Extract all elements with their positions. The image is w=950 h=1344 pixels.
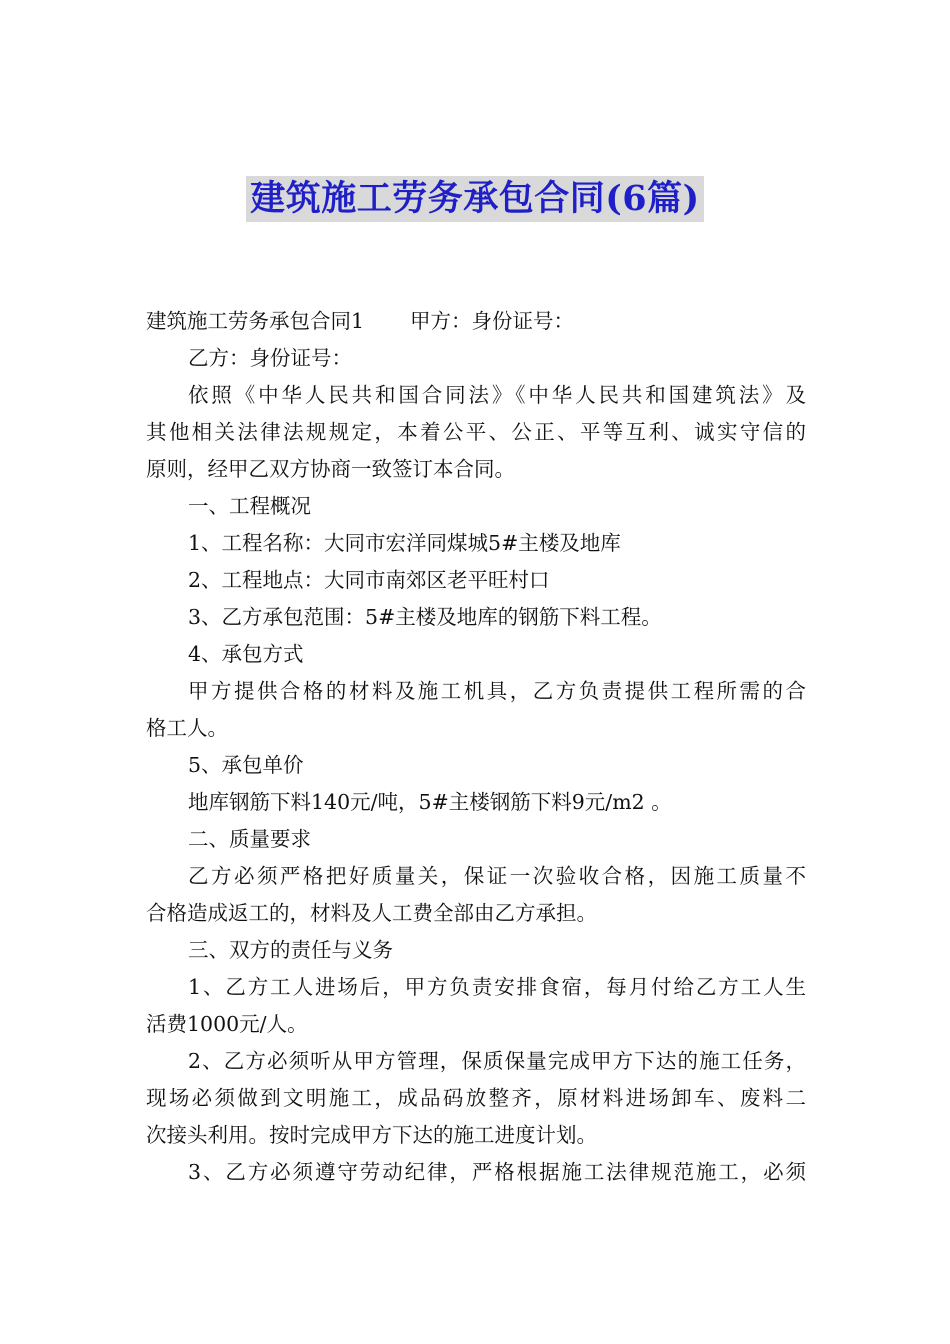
- paragraph-line: 活费1000元/人。: [146, 1012, 308, 1036]
- paragraph-line: 现场必须做到文明施工，成品码放整齐，原材料进场卸车、废料二: [146, 1086, 806, 1110]
- title-wrap: [0, 176, 950, 222]
- section-heading: 二、质量要求: [188, 827, 311, 851]
- paragraph-line: 次接头利用。按时完成甲方下达的施工进度计划。: [146, 1123, 597, 1147]
- paragraph-line: 4、承包方式: [188, 642, 304, 666]
- party-a-field: 甲方：身份证号：: [410, 309, 575, 333]
- section-heading: 一、工程概况: [188, 494, 311, 518]
- paragraph-line: 1、乙方工人进场后，甲方负责安排食宿，每月付给乙方工人生: [188, 975, 806, 999]
- section-heading: 三、双方的责任与义务: [188, 938, 393, 962]
- paragraph-line: 其他相关法律法规规定，本着公平、公正、平等互利、诚实守信的: [146, 420, 806, 444]
- paragraph-line: 甲方提供合格的材料及施工机具，乙方负责提供工程所需的合: [188, 679, 806, 703]
- heading-contract-1: 建筑施工劳务承包合同1: [146, 309, 365, 333]
- paragraph-line: 原则，经甲乙双方协商一致签订本合同。: [146, 457, 515, 481]
- document-title: 建筑施工劳务承包合同(6篇): [246, 176, 703, 222]
- document-body: [146, 303, 806, 1191]
- paragraph-line: 3、乙方承包范围：5#主楼及地库的钢筋下料工程。: [188, 605, 662, 629]
- paragraph-line: 乙方：身份证号：: [188, 346, 352, 370]
- paragraph-line: [146, 303, 806, 340]
- paragraph-line: 格工人。: [146, 716, 228, 740]
- paragraph-line: 合格造成返工的，材料及人工费全部由乙方承担。: [146, 901, 597, 925]
- paragraph-line: 1、工程名称：大同市宏洋同煤城5#主楼及地库: [188, 531, 621, 555]
- paragraph-line: 乙方必须严格把好质量关，保证一次验收合格，因施工质量不: [188, 864, 806, 888]
- paragraph-line: 3、乙方必须遵守劳动纪律，严格根据施工法律规范施工，必须: [188, 1160, 806, 1184]
- paragraph-line: 依照《中华人民共和国合同法》《中华人民共和国建筑法》及: [188, 383, 806, 407]
- paragraph-line: 2、乙方必须听从甲方管理，保质保量完成甲方下达的施工任务，: [188, 1049, 806, 1073]
- paragraph-line: 2、工程地点：大同市南郊区老平旺村口: [188, 568, 550, 592]
- paragraph-line: 5、承包单价: [188, 753, 304, 777]
- paragraph-line: 地库钢筋下料140元/吨，5#主楼钢筋下料9元/m2 。: [188, 790, 672, 814]
